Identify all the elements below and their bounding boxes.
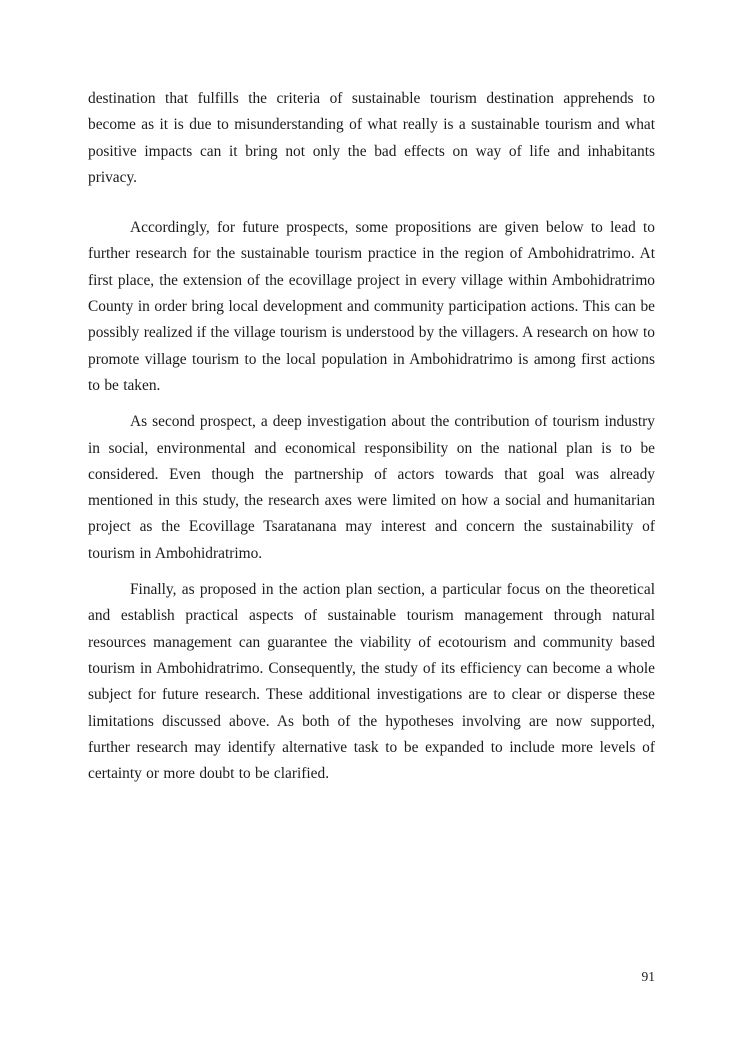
paragraph-continuation: destination that fulfills the criteria of sustainable tourism destination apprehends to become as it is due to misunderstanding of what really is a sustainable tourism and what positive impacts can it bring not only the bad effects on way of life and inhabitants privacy. [88,90,655,186]
paragraph-second-prospect: As second prospect, a deep investigation about the contribution of tourism industry in social, environmental and economical responsibility on the national plan is to be considered. Even though the partnership of actors towards that goal was already mentioned in this study, the research axes were limited on how a social and humanitarian project as the Ecovillage Tsaratanana may interest and concern the sustainability of tourism in Ambohidratrimo. [88,413,655,562]
paragraph-future-prospects: Accordingly, for future prospects, some propositions are given below to lead to further research for the sustainable tourism practice in the region of Ambohidratrimo. At first place, the extension of the ecovillage project in every village within Ambohidratrimo County in order bring local development and community participation actions. This can be possibly realized if the village tourism is understood by the villagers. A research on how to promote village tourism to the local population in Ambohidratrimo is among first actions to be taken. [88,219,655,394]
page-body-text [88,86,655,787]
paragraph-finally: Finally, as proposed in the action plan section, a particular focus on the theoretical and establish practical aspects of sustainable tourism management through natural resources management can guarantee the viability of ecotourism and community based tourism in Ambohidratrimo. Consequently, the study of its efficiency can become a whole subject for future research. These additional investigations are to clear or disperse these limitations discussed above. As both of the hypotheses involving are now supported, further research may identify alternative task to be expanded to include more levels of certainty or more doubt to be clarified. [88,581,655,783]
page-number: 91 [641,969,655,984]
